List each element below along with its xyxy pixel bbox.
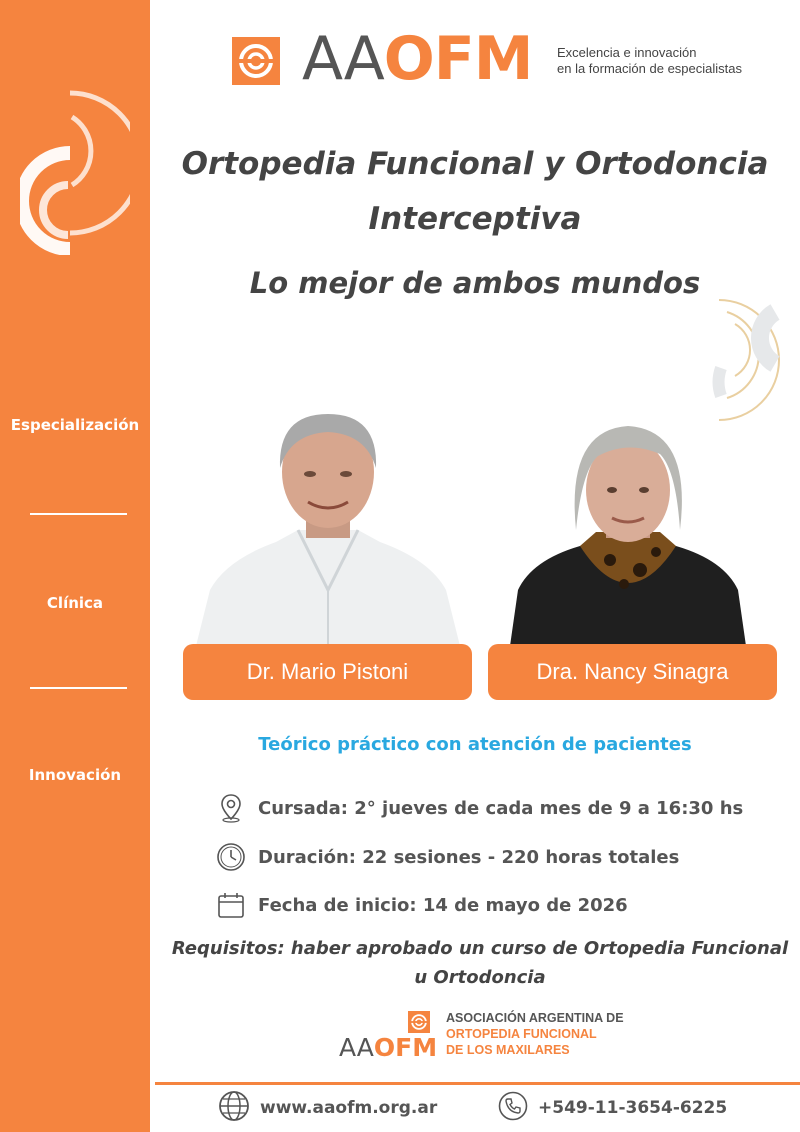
instructor-name-pistoni: Dr. Mario Pistoni — [183, 644, 472, 700]
sidebar-item-innovacion: Innovación — [28, 766, 122, 784]
detail-schedule-text: Cursada: 2° jueves de cada mes de 9 a 16:30 hs — [258, 797, 744, 819]
calendar-icon — [214, 888, 248, 922]
aaofm-logo-icon — [408, 1011, 430, 1033]
association-logo-text — [339, 1034, 437, 1062]
detail-schedule — [214, 791, 743, 825]
tagline-line2: en la formación de especialistas — [557, 61, 742, 76]
requirements-line2: u Ortodoncia — [414, 967, 546, 988]
detail-duration-text: Duración: 22 sesiones - 220 horas totales — [258, 846, 680, 868]
location-pin-icon — [214, 791, 248, 825]
detail-duration — [214, 840, 679, 874]
association-line3: DE LOS MAXILARES — [446, 1043, 570, 1057]
doctor-photo-pistoni — [196, 410, 460, 646]
logo-aa: AA — [302, 24, 384, 94]
course-subtitle: Lo mejor de ambos mundos — [249, 266, 701, 300]
website-link[interactable]: www.aaofm.org.ar — [260, 1098, 438, 1118]
doctor-photo-sinagra — [510, 420, 746, 646]
logo-ofm: OFM — [383, 24, 533, 94]
detail-start-date — [214, 888, 628, 922]
association-name — [446, 1010, 624, 1058]
course-title-line1: Ortopedia Funcional y Ortodoncia — [181, 146, 769, 182]
globe-icon — [218, 1090, 250, 1127]
association-line2: ORTOPEDIA FUNCIONAL — [446, 1027, 597, 1041]
sidebar-item-clinica: Clínica — [46, 594, 104, 612]
aaofm-logo-icon — [232, 37, 280, 85]
tagline-line1: Excelencia e innovación — [557, 45, 697, 60]
phone-icon — [498, 1091, 528, 1126]
sidebar — [0, 0, 150, 1132]
course-title-line2: Interceptiva — [368, 201, 582, 237]
course-format-highlight: Teórico práctico con atención de pacientes — [258, 734, 692, 755]
footer-divider — [155, 1082, 800, 1085]
association-logo-aa: AA — [339, 1033, 374, 1062]
sidebar-divider — [30, 687, 127, 689]
sidebar-item-especializacion: Especialización — [10, 416, 140, 434]
contact-website[interactable] — [218, 1092, 437, 1124]
clock-icon — [214, 840, 248, 874]
sidebar-divider — [30, 513, 127, 515]
instructor-name-sinagra: Dra. Nancy Sinagra — [488, 644, 777, 700]
requirements-line1: Requisitos: haber aprobado un curso de Ortopedia Funcional — [171, 938, 789, 959]
detail-start-date-text: Fecha de inicio: 14 de mayo de 2026 — [258, 894, 628, 916]
phone-number[interactable]: +549-11-3654-6225 — [538, 1098, 728, 1118]
arc-decoration-icon — [705, 298, 795, 438]
arc-decoration-icon — [20, 85, 130, 255]
association-logo-ofm: OFM — [373, 1033, 438, 1062]
association-line1: ASOCIACIÓN ARGENTINA DE — [446, 1011, 624, 1025]
contact-phone[interactable] — [498, 1092, 727, 1124]
brand-logo-text — [302, 24, 533, 94]
brand-tagline — [557, 45, 742, 77]
